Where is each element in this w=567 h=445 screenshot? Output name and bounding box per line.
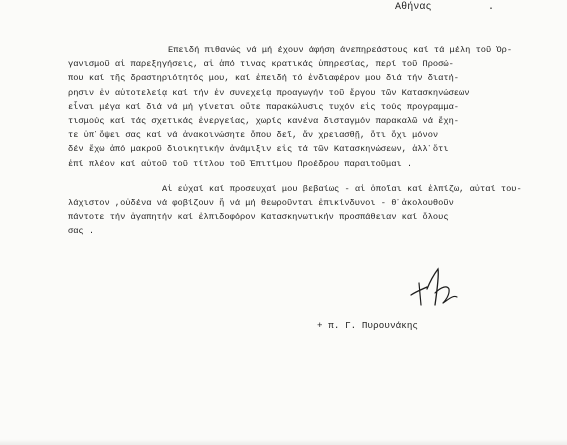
paragraph1-line: εἶναι μέγα καί διά νά μή γίνεται οὔτε παρακώλυσις τυχόν εἰς τούς προγραμμα- — [68, 101, 460, 112]
paragraph2-line: σας . — [68, 226, 95, 237]
letter-body — [68, 43, 563, 238]
paragraph1-line: ἐπί πλέον καί αὐτοῦ τοῦ τίτλου τοῦ Ἐπιτίμου Προέδρου παραιτοῦμαι . — [68, 158, 413, 169]
paragraph2-line: Αἱ εὐχαί καί προσευχαί μου βεβαίως - αἱ ὁποῖαι καί ἐλπίζω, αὐταί του- — [162, 183, 522, 194]
paragraph-gap — [118, 171, 563, 182]
paragraph2-line: πάντοτε τήν ἀγαπητήν καί ἐλπιδοφόρον Κατασκηνωτικήν προσπάθειαν καί ὅλους — [68, 212, 449, 223]
paragraph1-line: ρησιν ἐν αὐτοτελείᾳ καί τήν ἐν συνεχείᾳ προαγωγήν τοῦ ἔργου τῶν Κατασκηνώσεων — [68, 87, 470, 98]
header-place: Αθήνας — [395, 2, 432, 13]
paragraph1-line: Επειδή πιθανώς νά μή έχουν άφήση άνεπηρεάστους καί τά μέλη τοῦ Ὀρ- — [168, 45, 513, 55]
paragraph1-line: δέν ἔχω ἀπό μακροῦ διοικητικήν ἀνάμιξιν εἰς τά τῶν Κατασκηνώσεων, ἀλλ᾽ὅτι — [68, 144, 449, 155]
scan-edge-shadow — [0, 439, 567, 445]
paragraph1-line: τε ὑπ᾽ὄψει σας καί νά ἀνακοινώσητε ὅπου δεῖ, ἄν χρειασθῇ, ὅτι ὄχι μόνον — [68, 130, 439, 141]
paragraph2-line: λάχιστον ,οὐδένα νά φοβίζουν ἤ νά μή θεωροῦνται ἐπικίνδυνοι - θ᾽ἀκολουθοῦν — [68, 197, 454, 208]
paragraph1-line: τισμούς καί τάς σχετικάς ἐνεργείας, χωρίς κανένα δισταγμόν παρακαλῶ νά ἔχη- — [68, 115, 460, 126]
paragraph1-line: που καί τῆς δραστηριότητός μου, καί ἐπειδή τό ἐνδιαφέρον μου διά τήν διατή- — [68, 73, 460, 84]
closing-signature-name: + π. Γ. Πυρουνάκης — [317, 320, 419, 331]
paragraph1-line: γανισμοῦ αἱ παρεξηγήσεις, αἱ ἀπό τινας κρατικάς ὑπηρεσίας, περί τοῦ Προσώ- — [68, 59, 454, 70]
handwritten-signature — [405, 265, 475, 315]
header-dot: . — [488, 2, 495, 13]
